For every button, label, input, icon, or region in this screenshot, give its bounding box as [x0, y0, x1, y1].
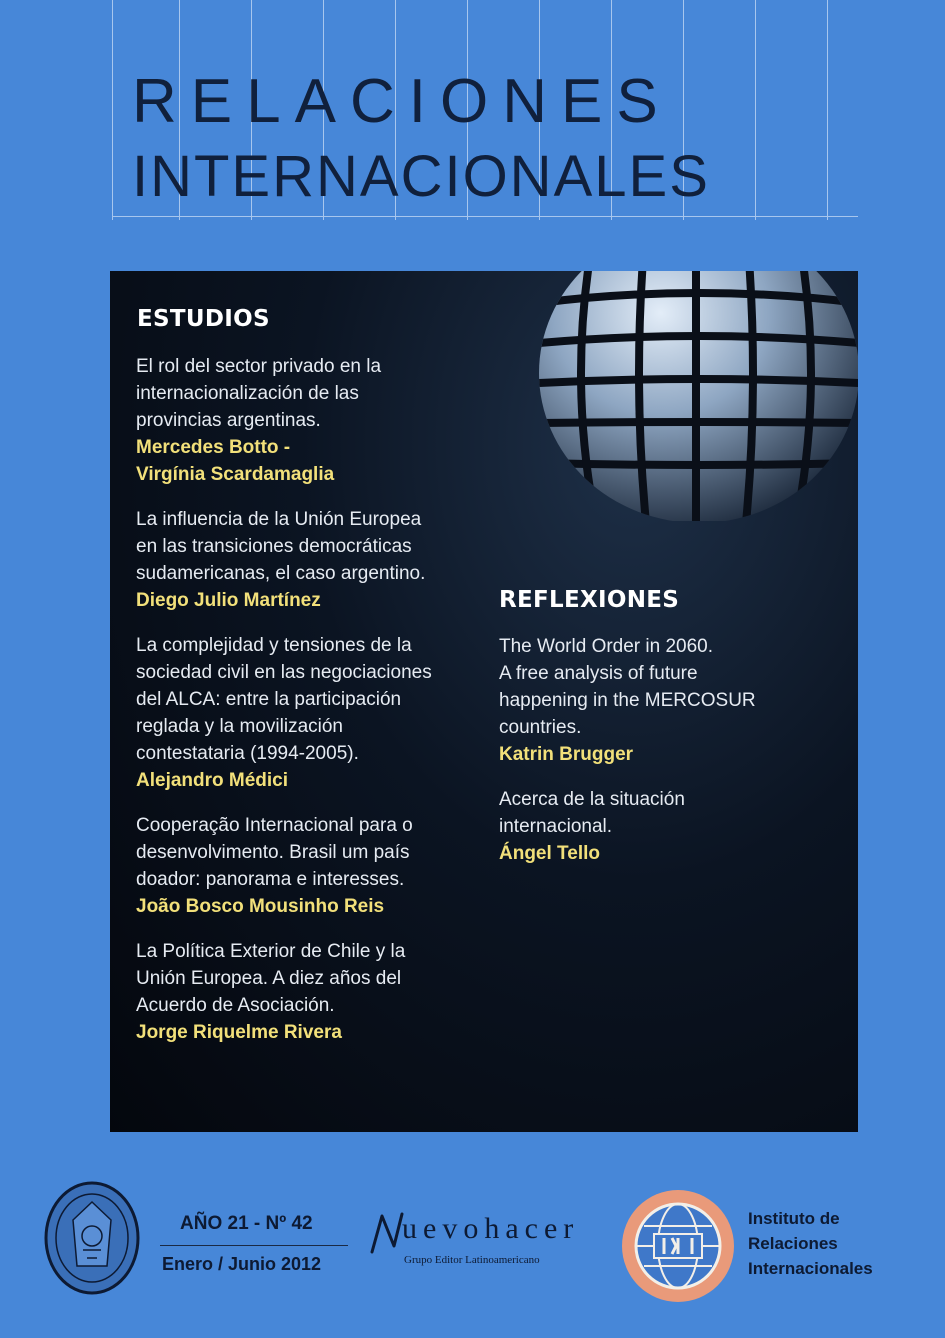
article-entry — [136, 632, 496, 794]
article-author: Ángel Tello — [499, 843, 600, 864]
masthead-letter: L — [246, 67, 295, 136]
globe-illustration — [536, 271, 858, 521]
article-title-line: en las transiciones democráticas — [136, 536, 412, 557]
estudios-heading: ESTUDIOS — [137, 306, 270, 332]
article-title-line: La Política Exterior de Chile y la — [136, 941, 406, 962]
article-author: Mercedes Botto - — [136, 437, 291, 458]
university-seal-icon — [43, 1180, 141, 1296]
article-author: João Bosco Mousinho Reis — [136, 896, 385, 917]
article-title-line: reglada y la movilización — [136, 716, 343, 737]
estudios-list — [136, 353, 496, 1064]
article-title-line: El rol del sector privado en la — [136, 356, 382, 377]
institute-name-line: Relaciones — [748, 1234, 838, 1253]
masthead-letter: E — [190, 67, 247, 136]
article-title-line: Unión Europea. A diez años del — [136, 968, 402, 989]
article-title-line: The World Order in 2060. — [499, 636, 714, 657]
article-title-line: happening in the MERCOSUR — [499, 690, 756, 711]
masthead-letter: C — [349, 67, 409, 136]
masthead-title-line2: INTERNACIONALES — [132, 144, 710, 209]
article-author: Katrin Brugger — [499, 744, 634, 765]
article-author: Virgínia Scardamaglia — [136, 464, 335, 485]
masthead-title-line1 — [132, 67, 858, 136]
masthead-letter: O — [440, 67, 503, 136]
article-author: Jorge Riquelme Rivera — [136, 1022, 342, 1043]
article-entry — [136, 812, 496, 920]
article-title-line: contestataria (1994-2005). — [136, 743, 359, 764]
masthead-letter: R — [132, 67, 191, 136]
masthead-rule — [112, 216, 858, 217]
article-entry — [136, 506, 496, 614]
issue-divider — [160, 1245, 348, 1246]
article-title-line: sociedad civil en las negociaciones — [136, 662, 432, 683]
article-title-line: internacional. — [499, 816, 613, 837]
article-title-line: Cooperação Internacional para o — [136, 815, 413, 836]
masthead-gridline — [112, 0, 113, 220]
publisher-subtitle: Grupo Editor Latinoamericano — [404, 1254, 540, 1266]
issue-date: Enero / Junio 2012 — [162, 1254, 322, 1274]
article-title-line: desenvolvimento. Brasil um país — [136, 842, 410, 863]
article-entry — [499, 633, 829, 768]
institute-name-line: Internacionales — [748, 1259, 873, 1278]
contents-panel — [110, 271, 858, 1132]
article-title-line: A free analysis of future — [499, 663, 698, 684]
article-title-line: provincias argentinas. — [136, 410, 321, 431]
article-title-line: Acerca de la situación — [499, 789, 685, 810]
article-author: Diego Julio Martínez — [136, 590, 321, 611]
publisher-name: uevohacer — [402, 1212, 580, 1245]
article-title-line: La influencia de la Unión Europea — [136, 509, 422, 530]
masthead-letter: S — [616, 67, 672, 136]
masthead — [112, 0, 858, 220]
article-entry — [499, 786, 829, 867]
masthead-letter: I — [408, 67, 440, 136]
institute-name-line: Instituto de — [748, 1209, 840, 1228]
article-title-line: doador: panorama e interesses. — [136, 869, 405, 890]
article-entry — [136, 938, 496, 1046]
article-author: Alejandro Médici — [136, 770, 289, 791]
masthead-letter: A — [294, 67, 350, 136]
article-title-line: countries. — [499, 717, 582, 738]
article-entry — [136, 353, 496, 488]
article-title-line: internacionalización de las — [136, 383, 359, 404]
masthead-letter: N — [502, 67, 562, 136]
article-title-line: sudamericanas, el caso argentino. — [136, 563, 426, 584]
issue-number: AÑO 21 - Nº 42 — [180, 1213, 313, 1234]
institute-name — [748, 1206, 928, 1281]
article-title-line: del ALCA: entre la participación — [136, 689, 402, 710]
reflexiones-list — [499, 633, 829, 885]
iri-logo-icon — [620, 1188, 736, 1304]
article-title-line: Acuerdo de Asociación. — [136, 995, 335, 1016]
article-title-line: La complejidad y tensiones de la — [136, 635, 412, 656]
reflexiones-heading: REFLEXIONES — [499, 587, 680, 613]
masthead-letter: E — [561, 67, 617, 136]
